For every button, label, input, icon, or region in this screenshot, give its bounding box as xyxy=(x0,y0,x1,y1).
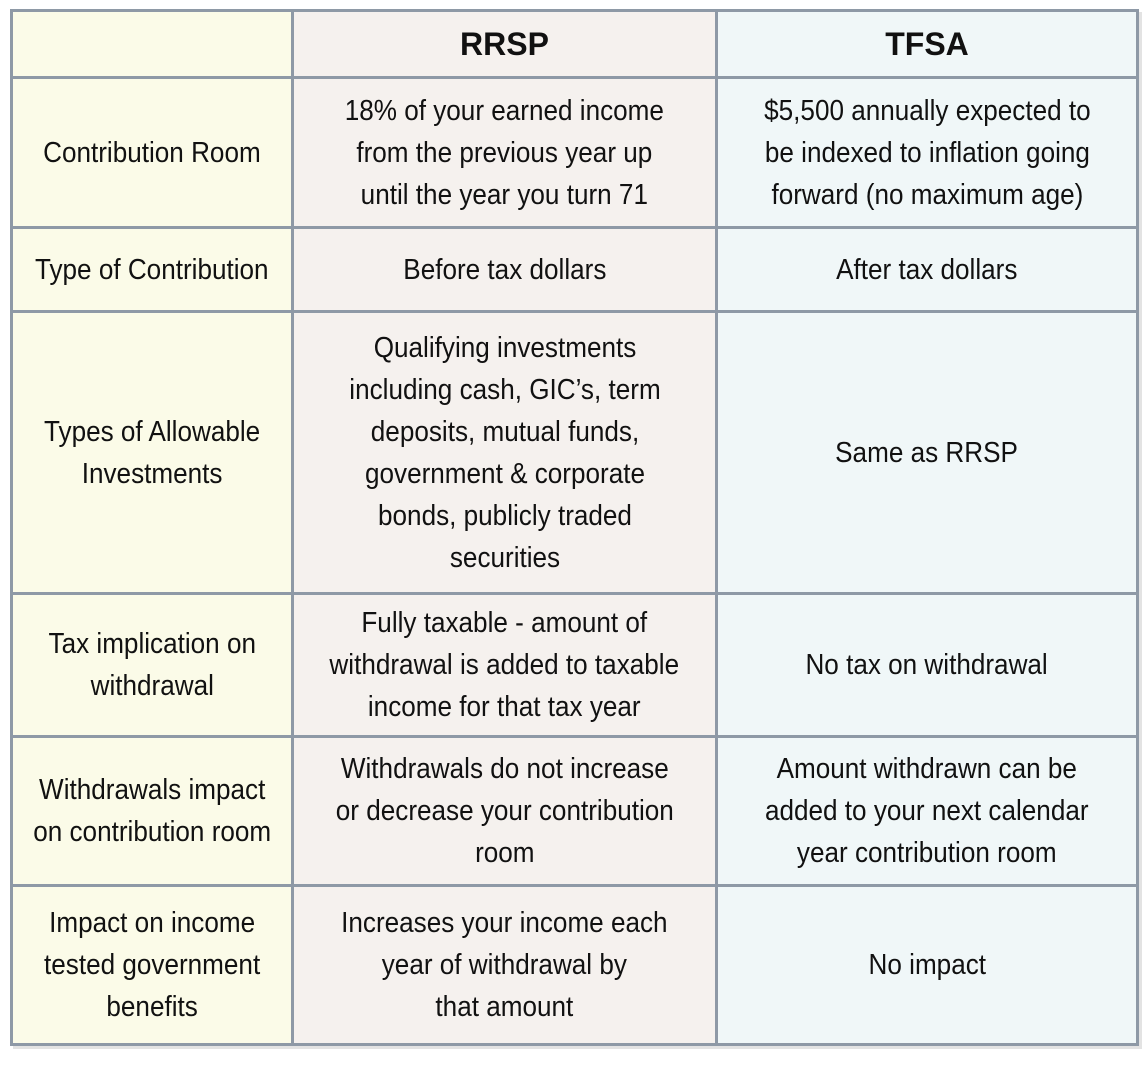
row-label: Types of Allowable Investments xyxy=(43,415,261,490)
rrsp-cell xyxy=(293,312,717,594)
header-corner-cell xyxy=(12,11,293,78)
tfsa-value: After tax dollars xyxy=(836,253,1018,286)
rrsp-value: 18% of your earned income from the previous year up until the year you turn 71 xyxy=(344,94,665,211)
table-row xyxy=(12,594,1138,737)
tfsa-cell xyxy=(717,312,1138,594)
row-label: Contribution Room xyxy=(43,136,261,169)
tfsa-value: Amount withdrawn can be added to your next calendar year contribution room xyxy=(765,753,1089,869)
header-rrsp: RRSP xyxy=(293,11,717,78)
tfsa-cell xyxy=(717,78,1138,228)
rrsp-cell xyxy=(293,78,717,228)
row-label-cell xyxy=(12,886,293,1045)
rrsp-cell xyxy=(293,737,717,886)
tfsa-value: Same as RRSP xyxy=(835,436,1019,469)
row-label-cell xyxy=(12,312,293,594)
tfsa-value: No impact xyxy=(868,949,986,981)
tfsa-cell xyxy=(717,228,1138,312)
rrsp-cell xyxy=(293,594,717,737)
table-row xyxy=(12,312,1138,594)
tfsa-value: No tax on withdrawal xyxy=(805,649,1049,681)
row-label: Tax implication on withdrawal xyxy=(48,628,256,702)
tfsa-cell xyxy=(717,594,1138,737)
rrsp-value: Qualifying investments including cash, GIC’s, term deposits, mutual funds, government & corporate bonds, publicly traded securities xyxy=(348,331,661,574)
tfsa-cell xyxy=(717,886,1138,1045)
header-row xyxy=(12,11,1138,78)
table-row xyxy=(12,228,1138,312)
row-label-cell xyxy=(12,228,293,312)
row-label-cell xyxy=(12,737,293,886)
rrsp-cell xyxy=(293,886,717,1045)
tfsa-cell xyxy=(717,737,1138,886)
row-label: Withdrawals impact on contribution room xyxy=(33,774,271,848)
rrsp-value: Increases your income each year of withdrawal by that amount xyxy=(341,907,668,1023)
table-row xyxy=(12,737,1138,886)
rrsp-value: Withdrawals do not increase or decrease your contribution room xyxy=(335,753,674,869)
table-row xyxy=(12,78,1138,228)
row-label-cell xyxy=(12,594,293,737)
tfsa-value: $5,500 annually expected to be indexed to inflation going forward (no maximum age) xyxy=(763,94,1091,211)
row-label: Type of Contribution xyxy=(35,253,269,286)
rrsp-value: Fully taxable - amount of withdrawal is added to taxable income for that tax year xyxy=(329,607,680,723)
rrsp-value: Before tax dollars xyxy=(402,253,607,286)
rrsp-tfsa-comparison-table xyxy=(10,9,1139,1046)
row-label: Impact on income tested government benefits xyxy=(43,907,261,1023)
row-label-cell xyxy=(12,78,293,228)
header-tfsa: TFSA xyxy=(717,11,1138,78)
table-row xyxy=(12,886,1138,1045)
rrsp-cell xyxy=(293,228,717,312)
